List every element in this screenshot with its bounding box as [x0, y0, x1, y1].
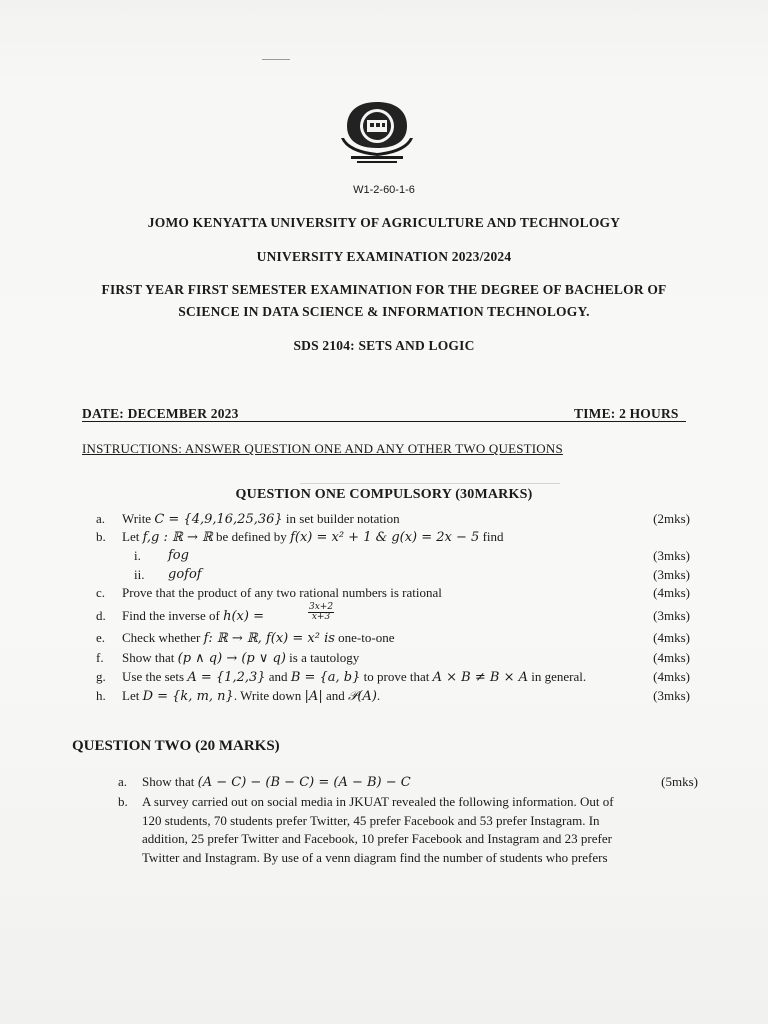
item-label: c. — [96, 585, 106, 600]
item-text: Prove that the product of any two rational numbers is rational — [122, 585, 442, 600]
q1-item-a — [96, 511, 696, 530]
item-text: Show that (p ∧ q) → (p ∨ q) is a tautology — [122, 650, 360, 666]
exam-time: TIME: 2 HOURS — [574, 406, 679, 421]
q2-item-b — [118, 793, 698, 873]
item-text: Let D = {k, m, n}. Write down |A| and 𝒫(A). — [122, 688, 381, 704]
item-text: fog — [168, 548, 189, 563]
question-two-title: QUESTION TWO (20 MARKS) — [72, 738, 280, 754]
q1-item-b — [96, 529, 696, 548]
paragraph-line: Twitter and Instagram. By use of a venn diagram find the number of students who prefers — [142, 849, 608, 865]
exam-date: DATE: DECEMBER 2023 — [82, 406, 239, 421]
item-label: i. — [134, 548, 141, 563]
paragraph-line: 120 students, 70 students prefer Twitter, 45 prefer Facebook and 53 prefer Instagram. In — [142, 812, 600, 828]
item-marks: (2mks) — [653, 511, 690, 526]
date-time-rule — [82, 421, 686, 422]
q1-item-f — [96, 650, 696, 669]
item-text: Show that (A − C) − (B − C) = (A − B) − C — [142, 774, 411, 790]
item-label: b. — [118, 794, 128, 809]
item-marks: (3mks) — [653, 548, 690, 563]
item-text: Find the inverse of h(x) = — [122, 608, 264, 624]
item-marks: (4mks) — [653, 650, 690, 665]
item-text: gofof — [168, 567, 202, 582]
item-marks: (3mks) — [653, 567, 690, 582]
item-label: f. — [96, 650, 104, 665]
paragraph-line: A survey carried out on social media in JKUAT revealed the following information. Out of — [142, 794, 614, 809]
item-text — [142, 793, 682, 867]
item-text: Check whether f: ℝ → ℝ, f(x) = x² is one-to-one — [122, 630, 395, 646]
paragraph-line: addition, 25 prefer Twitter and Facebook, 10 prefer Facebook and Instagram and 23 prefer — [142, 831, 612, 846]
degree-line-2: SCIENCE IN DATA SCIENCE & INFORMATION TECHNOLOGY. — [178, 304, 590, 319]
university-name: JOMO KENYATTA UNIVERSITY OF AGRICULTURE AND TECHNOLOGY — [147, 215, 621, 230]
item-label: e. — [96, 630, 106, 645]
item-text: Use the sets A = {1,2,3} and B = {a, b} to prove that A × B ≠ B × A in general. — [122, 669, 587, 685]
item-marks: (4mks) — [653, 669, 690, 684]
item-label: h. — [96, 688, 106, 703]
scan-mark — [262, 59, 290, 60]
item-label: g. — [96, 669, 106, 684]
q1-item-g — [96, 669, 696, 688]
item-label: a. — [96, 511, 106, 526]
instructions: INSTRUCTIONS: ANSWER QUESTION ONE AND ANY OTHER TWO QUESTIONS — [82, 441, 563, 456]
item-label: a. — [118, 774, 128, 789]
fraction: $\frac{3x+2}{x+3}$ — [309, 602, 334, 622]
q2-item-a — [118, 774, 698, 794]
item-marks: (3mks) — [653, 688, 690, 703]
exam-title: UNIVERSITY EXAMINATION 2023/2024 — [256, 249, 512, 264]
item-label: b. — [96, 529, 106, 544]
course-title: SDS 2104: SETS AND LOGIC — [293, 338, 475, 353]
q1-item-e — [96, 630, 696, 649]
q1-item-c — [96, 585, 696, 604]
item-marks: (4mks) — [653, 630, 690, 645]
item-marks: (5mks) — [661, 774, 698, 789]
item-marks: (3mks) — [653, 608, 690, 623]
scan-mark — [300, 483, 560, 484]
university-logo-icon — [327, 98, 427, 166]
question-one-title: QUESTION ONE COMPULSORY (30MARKS) — [235, 487, 533, 502]
item-label: ii. — [134, 567, 145, 582]
item-marks: (4mks) — [653, 585, 690, 600]
item-text: Let f,g : ℝ → ℝ be defined by f(x) = x² + 1 & g(x) = 2x − 5 find — [122, 529, 504, 545]
q1-item-d — [96, 604, 696, 628]
q1-item-b-ii — [96, 567, 696, 586]
degree-line-1: FIRST YEAR FIRST SEMESTER EXAMINATION FOR THE DEGREE OF BACHELOR OF — [101, 282, 667, 297]
q1-item-b-i — [96, 548, 696, 567]
exam-code: W1-2-60-1-6 — [353, 184, 415, 196]
item-text: Write C = {4,9,16,25,36} in set builder notation — [122, 511, 400, 527]
item-label: d. — [96, 608, 106, 623]
q1-item-h — [96, 688, 696, 707]
